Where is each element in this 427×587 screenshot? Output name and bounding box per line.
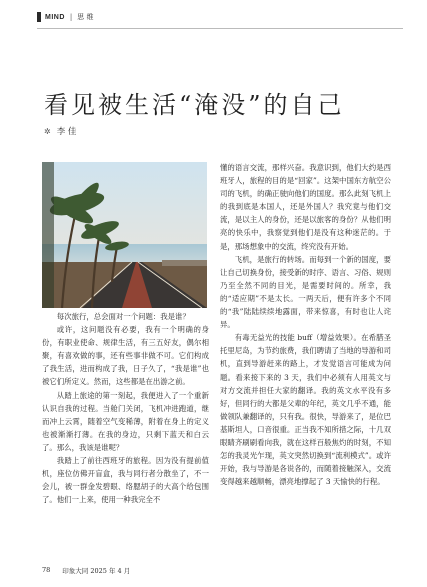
section-label-cn: 思 维 bbox=[77, 13, 94, 21]
author-line bbox=[44, 125, 76, 137]
paragraph: 从踏上旅途的第一刻起，我便进入了一个重新认识自我的过程。当舱门关闭，飞机冲进跑道，继而冲上云霄，随着空气变稀薄，附着在身上的定义也被渐渐打薄。在我的身边，只剩下蓝天和白云了。那么，我该是谁呢？ bbox=[42, 390, 209, 452]
left-column bbox=[42, 310, 209, 506]
section-separator: | bbox=[69, 13, 73, 21]
author-name: 李 佳 bbox=[56, 127, 77, 137]
article-title: 看见被生活“淹没”的自己 bbox=[44, 91, 345, 119]
right-column bbox=[220, 161, 391, 488]
header-rule bbox=[37, 28, 403, 29]
page-number: 78 bbox=[42, 566, 51, 574]
paragraph: 我踏上了前往西班牙的旅程。因为没有提前值机，座位仿佛开盲盒，我与同行者分散坐了，不一会儿，被一群金发碧眼、络腮胡子的大高个给包围了。他们一上来，使用一种我完全不 bbox=[42, 456, 209, 505]
author-bullet-icon: ✲ bbox=[44, 126, 51, 136]
seaside-road-palm-trees-image bbox=[42, 162, 207, 308]
paragraph: 或许，这问题没有必要，我有一个明确的身份，有职业使命、规律生活，有三五好友，偶尔相聚，有喜欢做的事，还有些事非做不可。它们构成了我生活，进而构成了我，日子久了，“我是谁”也被它们所定义。然而，这些都是在出游之前。 bbox=[42, 325, 209, 387]
magazine-issue: 印象大同 2025 年 4 月 bbox=[62, 567, 131, 575]
paragraph: 每次旅行，总会面对一个问题：我是谁？ bbox=[56, 312, 190, 321]
section-marker bbox=[37, 12, 41, 22]
paragraph: 飞机，是旅行的转场。而每到一个新的国度，要让自己切换身份，接受新的时序、语言、习俗、规则乃至全然不同的目光，是需要时间的。所幸，我的“适应期”不是太长。一两天后，便有许多个不同的“我”陆陆续续地露面，带来惊喜，有时也让人诧异。 bbox=[220, 254, 391, 330]
section-header bbox=[37, 10, 93, 24]
article-photo bbox=[42, 162, 207, 308]
page-footer bbox=[42, 566, 130, 575]
paragraph: 懂的语言交流，那样兴奋。我意识到，他们大约是西班牙人，旅程的目的是“回家”。这架中国东方航空公司的飞机，的确正驶向他们的国度。那么此刻飞机上的我到底是本国人，还是外国人？我究竟与他们交流，是以主人的身份，还是以旅客的身份？从他们明亮的快乐中，我察觉到他们是没有这种迷茫的。于是，那场想象中的交流，终究没有开始。 bbox=[220, 163, 391, 251]
paragraph: 有毒无益光的技能 buff（增益效果）。在希腊圣托里尼岛，为节约旅费，我们聘请了当地的导游和司机，直到导游赶来的路上，才发觉语言可能成为问题。看来接下来的 3 天，我们中必须有人用英文与对方交流并担任大家的翻译。我的英文水平没有多好，但同行的大都是父辈的年纪，英文几乎不通，能做领队兼翻译的，只有我。很快，导游来了，是位巴基斯坦人，口音很重。正当我不知所措之际，十几双眼睛齐刷刷看向我，就在这样百般焦灼的时刻，不知怎的我灵光乍现，英文突然切换到“流利模式”。或许开始，我与导游是各说各的，而随着接触深入，交流变得越来越顺畅，漂亮地撑起了 3 天愉快的行程。 bbox=[220, 333, 391, 487]
section-label-en: MIND bbox=[45, 13, 65, 21]
